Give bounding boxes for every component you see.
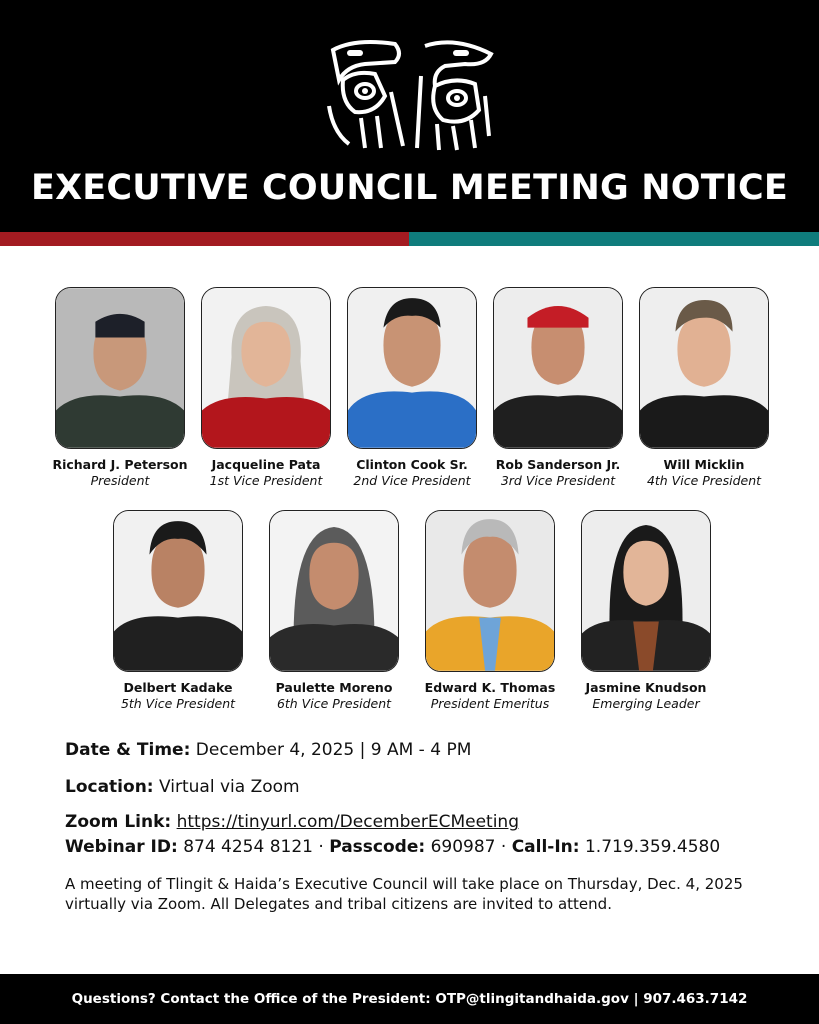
member-role: Emerging Leader xyxy=(592,696,700,711)
header-banner xyxy=(0,0,819,232)
member-card xyxy=(415,510,565,711)
member-name: Jasmine Knudson xyxy=(585,680,707,695)
member-card xyxy=(483,287,633,488)
member-card xyxy=(571,510,721,711)
portrait-photo xyxy=(113,510,243,672)
portrait-photo xyxy=(269,510,399,672)
member-name: Jacqueline Pata xyxy=(211,457,321,472)
raven-eagle-formline-logo-icon xyxy=(325,36,495,156)
teal-accent-stripe xyxy=(409,232,819,246)
meeting-description: A meeting of Tlingit & Haida’s Executive Council will take place on Thursday, Dec. 4, 2025 virtually via Zoom. All Delegates and tribal citizens are invited to attend. xyxy=(65,875,743,913)
member-name: Edward K. Thomas xyxy=(424,680,556,695)
portrait-photo xyxy=(639,287,769,449)
zoom-link[interactable]: https://tinyurl.com/DecemberECMeeting xyxy=(176,812,519,832)
red-accent-stripe xyxy=(0,232,409,246)
location-label: Location: xyxy=(65,777,154,797)
member-name: Richard J. Peterson xyxy=(52,457,188,472)
member-role: 5th Vice President xyxy=(120,696,236,711)
member-card xyxy=(103,510,253,711)
member-role: 1st Vice President xyxy=(209,473,323,488)
date-time-line xyxy=(65,740,471,760)
member-name: Rob Sanderson Jr. xyxy=(495,457,621,472)
webinar-label: Webinar ID: xyxy=(65,837,178,857)
zoom-label: Zoom Link: xyxy=(65,812,172,832)
member-name: Delbert Kadake xyxy=(123,680,233,695)
member-role: 4th Vice President xyxy=(646,473,762,488)
footer-contact: Questions? Contact the Office of the President: OTP@tlingitandhaida.gov | 907.463.7142 xyxy=(0,974,819,1024)
zoom-link-line xyxy=(65,812,519,832)
member-role: 6th Vice President xyxy=(276,696,392,711)
portrait-photo xyxy=(347,287,477,449)
member-card xyxy=(45,287,195,488)
callin-label: Call-In: xyxy=(511,837,580,857)
member-name: Clinton Cook Sr. xyxy=(356,457,468,472)
webinar-line xyxy=(65,837,720,857)
webinar-value: 874 4254 8121 · xyxy=(177,837,330,857)
member-role: 3rd Vice President xyxy=(500,473,616,488)
page-title: EXECUTIVE COUNCIL MEETING NOTICE xyxy=(30,168,789,208)
date-value: December 4, 2025 | 9 AM - 4 PM xyxy=(190,740,472,760)
member-name: Paulette Moreno xyxy=(275,680,393,695)
member-card xyxy=(191,287,341,488)
date-label: Date & Time: xyxy=(65,740,191,760)
portrait-photo xyxy=(493,287,623,449)
callin-value: 1.719.359.4580 xyxy=(579,837,721,857)
passcode-label: Passcode: xyxy=(329,837,426,857)
portrait-photo xyxy=(201,287,331,449)
member-role: President Emeritus xyxy=(430,696,550,711)
portrait-photo xyxy=(581,510,711,672)
location-line xyxy=(65,777,300,797)
member-card xyxy=(259,510,409,711)
portrait-photo xyxy=(55,287,185,449)
member-role: President xyxy=(90,473,150,488)
location-value: Virtual via Zoom xyxy=(153,777,300,797)
portrait-photo xyxy=(425,510,555,672)
passcode-value: 690987 · xyxy=(425,837,512,857)
member-role: 2nd Vice President xyxy=(353,473,471,488)
member-name: Will Micklin xyxy=(663,457,745,472)
member-card xyxy=(337,287,487,488)
member-card xyxy=(629,287,779,488)
